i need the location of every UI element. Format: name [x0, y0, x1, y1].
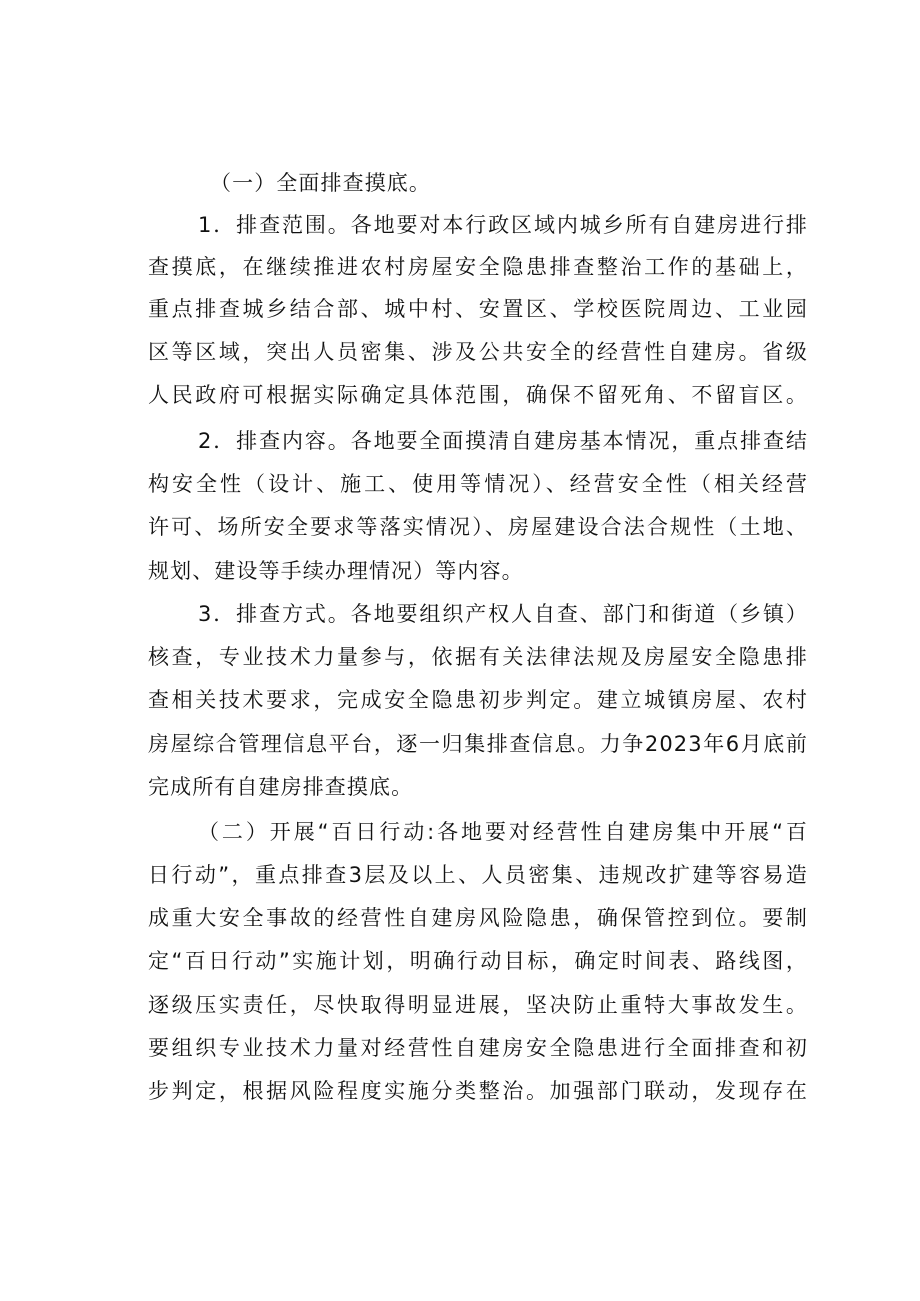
- paragraph-line: 逐级压实责任，尽快取得明显进展，坚决防止重特大事故发生。: [148, 993, 808, 1017]
- paragraph-line: 完成所有自建房排查摸底。: [148, 775, 414, 799]
- paragraph-line: 核查，专业技术力量参与，依据有关法律法规及房屋安全隐患排: [148, 645, 808, 669]
- section-heading-1: （一）全面排查摸底。: [210, 171, 431, 195]
- paragraph-line: 1．排查范围。各地要对本行政区域内城乡所有自建房进行排: [198, 213, 808, 237]
- paragraph-line: 规划、建设等手续办理情况）等内容。: [148, 559, 524, 583]
- paragraph-line: 构安全性（设计、施工、使用等情况）、经营安全性（相关经营: [148, 472, 808, 496]
- paragraph-line: 许可、场所安全要求等落实情况）、房屋建设合法合规性（土地、: [148, 515, 808, 539]
- paragraph-line: 人民政府可根据实际确定具体范围，确保不留死角、不留盲区。: [148, 383, 808, 407]
- paragraph-line: 2．排查内容。各地要全面摸清自建房基本情况，重点排查结: [198, 429, 808, 453]
- paragraph-line: 定“百日行动”实施计划，明确行动目标，确定时间表、路线图，: [148, 949, 808, 973]
- paragraph-line: 日行动”，重点排查3层及以上、人员密集、违规改扩建等容易造: [148, 863, 808, 887]
- paragraph-line: 查相关技术要求，完成安全隐患初步判定。建立城镇房屋、农村: [148, 688, 808, 712]
- paragraph-line: 查摸底，在继续推进农村房屋安全隐患排查整治工作的基础上，: [148, 255, 808, 279]
- paragraph-line: 重点排查城乡结合部、城中村、安置区、学校医院周边、工业园: [148, 297, 808, 321]
- paragraph-line: 房屋综合管理信息平台，逐一归集排查信息。力争2023年6月底前: [148, 732, 808, 756]
- paragraph-line: 步判定，根据风险程度实施分类整治。加强部门联动，发现存在: [148, 1079, 808, 1103]
- paragraph-line: 要组织专业技术力量对经营性自建房安全隐患进行全面排查和初: [148, 1036, 808, 1060]
- section-heading-2: （二）开展“百日行动:各地要对经营性自建房集中开展“百: [198, 820, 808, 844]
- paragraph-line: 成重大安全事故的经营性自建房风险隐患，确保管控到位。要制: [148, 906, 808, 930]
- paragraph-line: 3．排查方式。各地要组织产权人自查、部门和街道（乡镇）: [198, 602, 808, 626]
- paragraph-line: 区等区域，突出人员密集、涉及公共安全的经营性自建房。省级: [148, 340, 808, 364]
